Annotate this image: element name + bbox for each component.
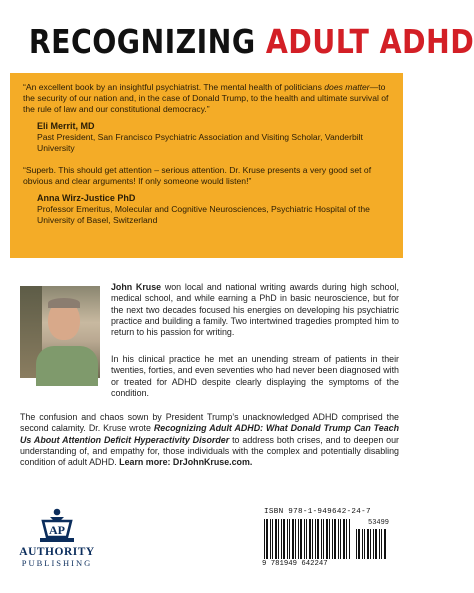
barcode-bar <box>266 519 268 559</box>
endorser-role-2: Professor Emeritus, Molecular and Cognitive Neurosciences, Psychiatric Hospital of the University of Basel, Switzerland <box>37 203 370 226</box>
endorser-name-2: Anna Wirz-Justice PhD <box>37 192 136 203</box>
barcode-bar <box>321 519 322 559</box>
publisher-name-line-2: PUBLISHING <box>21 558 93 568</box>
barcode-bar <box>278 519 279 559</box>
barcode-bar <box>272 519 273 559</box>
barcode-bar <box>264 519 265 559</box>
barcode-bar <box>340 519 341 559</box>
barcode-bar <box>373 529 374 559</box>
barcode-bar <box>298 519 299 559</box>
endorsement-box <box>10 73 403 258</box>
barcode-bar <box>287 519 288 559</box>
barcode-bar <box>323 519 324 559</box>
price-barcode-bars <box>356 529 388 559</box>
book-title <box>28 22 474 61</box>
publisher-logo <box>14 507 100 569</box>
barcode-bar <box>356 529 357 559</box>
endorsement-quote-1 <box>23 82 391 116</box>
endorsement-quote-2: “Superb. This should get attention – serious attention. Dr. Kruse presents a very good set of obvious and clear arguments! If only someone would listen!” <box>23 165 372 187</box>
price-code: 53499 <box>368 519 390 527</box>
quote-1-emphasis: does matter <box>324 82 370 92</box>
barcode-bar <box>281 519 282 559</box>
barcode-bar <box>312 519 313 559</box>
barcode-bar <box>300 519 302 559</box>
barcode-bar <box>375 529 377 559</box>
logo-letters: AP <box>49 523 65 537</box>
barcode-bar <box>270 519 271 559</box>
endorsement-attribution-1 <box>37 121 391 155</box>
publisher-name-line-1: AUTHORITY <box>19 546 95 558</box>
author-bio-paragraph-2: In his clinical practice he met an unending stream of patients in their twenties, forties, and even seventies who had never been diagnosed with or treated for ADHD despite clearly displaying the symptoms of the condition. <box>111 354 399 398</box>
author-bio-paragraph-3 <box>20 412 399 468</box>
author-bio-paragraph-1 <box>111 282 399 338</box>
barcode-bar <box>367 529 369 559</box>
isbn-barcode <box>258 506 392 570</box>
barcode-bar <box>362 529 363 559</box>
quote-1-text-b: —to the security of our nation and, in the case of Donald Trump, to the health and ultimate survival of the rule of law and our constitutional democracy.” <box>23 82 389 115</box>
barcode-bar <box>295 519 296 559</box>
endorsement-attribution-2 <box>37 193 391 227</box>
publisher-emblem-icon <box>37 507 77 545</box>
title-part-1: RECOGNIZING <box>28 22 256 61</box>
barcode-bar <box>364 529 365 559</box>
barcode-bar <box>346 519 347 559</box>
barcode-bar <box>304 519 305 559</box>
barcode-bar <box>275 519 277 559</box>
barcode-bar <box>317 519 319 559</box>
title-part-2: ADULT ADHD <box>265 22 474 61</box>
author-name: John Kruse <box>111 282 162 292</box>
book-title-inline: Recognizing Adult ADHD: What Donald Trump Can Teach Us About Attention Deficit Hyperactivity Disorder <box>20 423 399 445</box>
barcode-bar <box>379 529 380 559</box>
barcode-bar <box>309 519 311 559</box>
bio-p3-text-b: to address both crises, and to deepen our understanding of, and empathy for, those individuals with the complex and potentially disabling condition of adult ADHD. <box>20 434 399 468</box>
bio-p3-text-a: The confusion and chaos sown by President Trump’s unacknowledged ADHD comprised the second calamity. Dr. Kruse wrote <box>20 412 399 434</box>
endorser-role-1: Past President, San Francisco Psychiatric Association and Visiting Scholar, Vanderbilt University <box>37 131 363 154</box>
barcode-bar <box>332 519 333 559</box>
barcode-bar <box>306 519 307 559</box>
author-photo <box>20 286 100 378</box>
barcode-bar <box>381 529 382 559</box>
barcode-bar <box>358 529 360 559</box>
barcode-bar <box>315 519 316 559</box>
barcode-bar <box>338 519 339 559</box>
barcode-bar <box>329 519 330 559</box>
barcode-bar <box>384 529 386 559</box>
barcode-bar <box>349 519 350 559</box>
barcode-number: 9 781949 642247 <box>262 560 328 568</box>
barcode-bar <box>292 519 294 559</box>
learn-more-link: Learn more: DrJohnKruse.com. <box>119 457 253 468</box>
quote-1-text-a: “An excellent book by an insightful psychiatrist. The mental health of politicians <box>23 82 325 92</box>
isbn-text: ISBN 978-1-949642-24-7 <box>264 508 371 516</box>
barcode-bar <box>370 529 371 559</box>
endorser-name-1: Eli Merrit, MD <box>37 120 95 131</box>
ean-barcode-bars <box>264 519 352 559</box>
barcode-bar <box>326 519 328 559</box>
barcode-bar <box>283 519 285 559</box>
bio-p1-text: won local and national writing awards during high school, medical school, and while earning a PhD in basic neuroscience, but for the next two decades focused his energies on developing his psychiatric practice and building a family. Two intertwined tragedies prompted him to return to his passion for writing. <box>111 282 399 338</box>
barcode-bar <box>334 519 336 559</box>
barcode-bar <box>289 519 290 559</box>
barcode-bar <box>343 519 345 559</box>
